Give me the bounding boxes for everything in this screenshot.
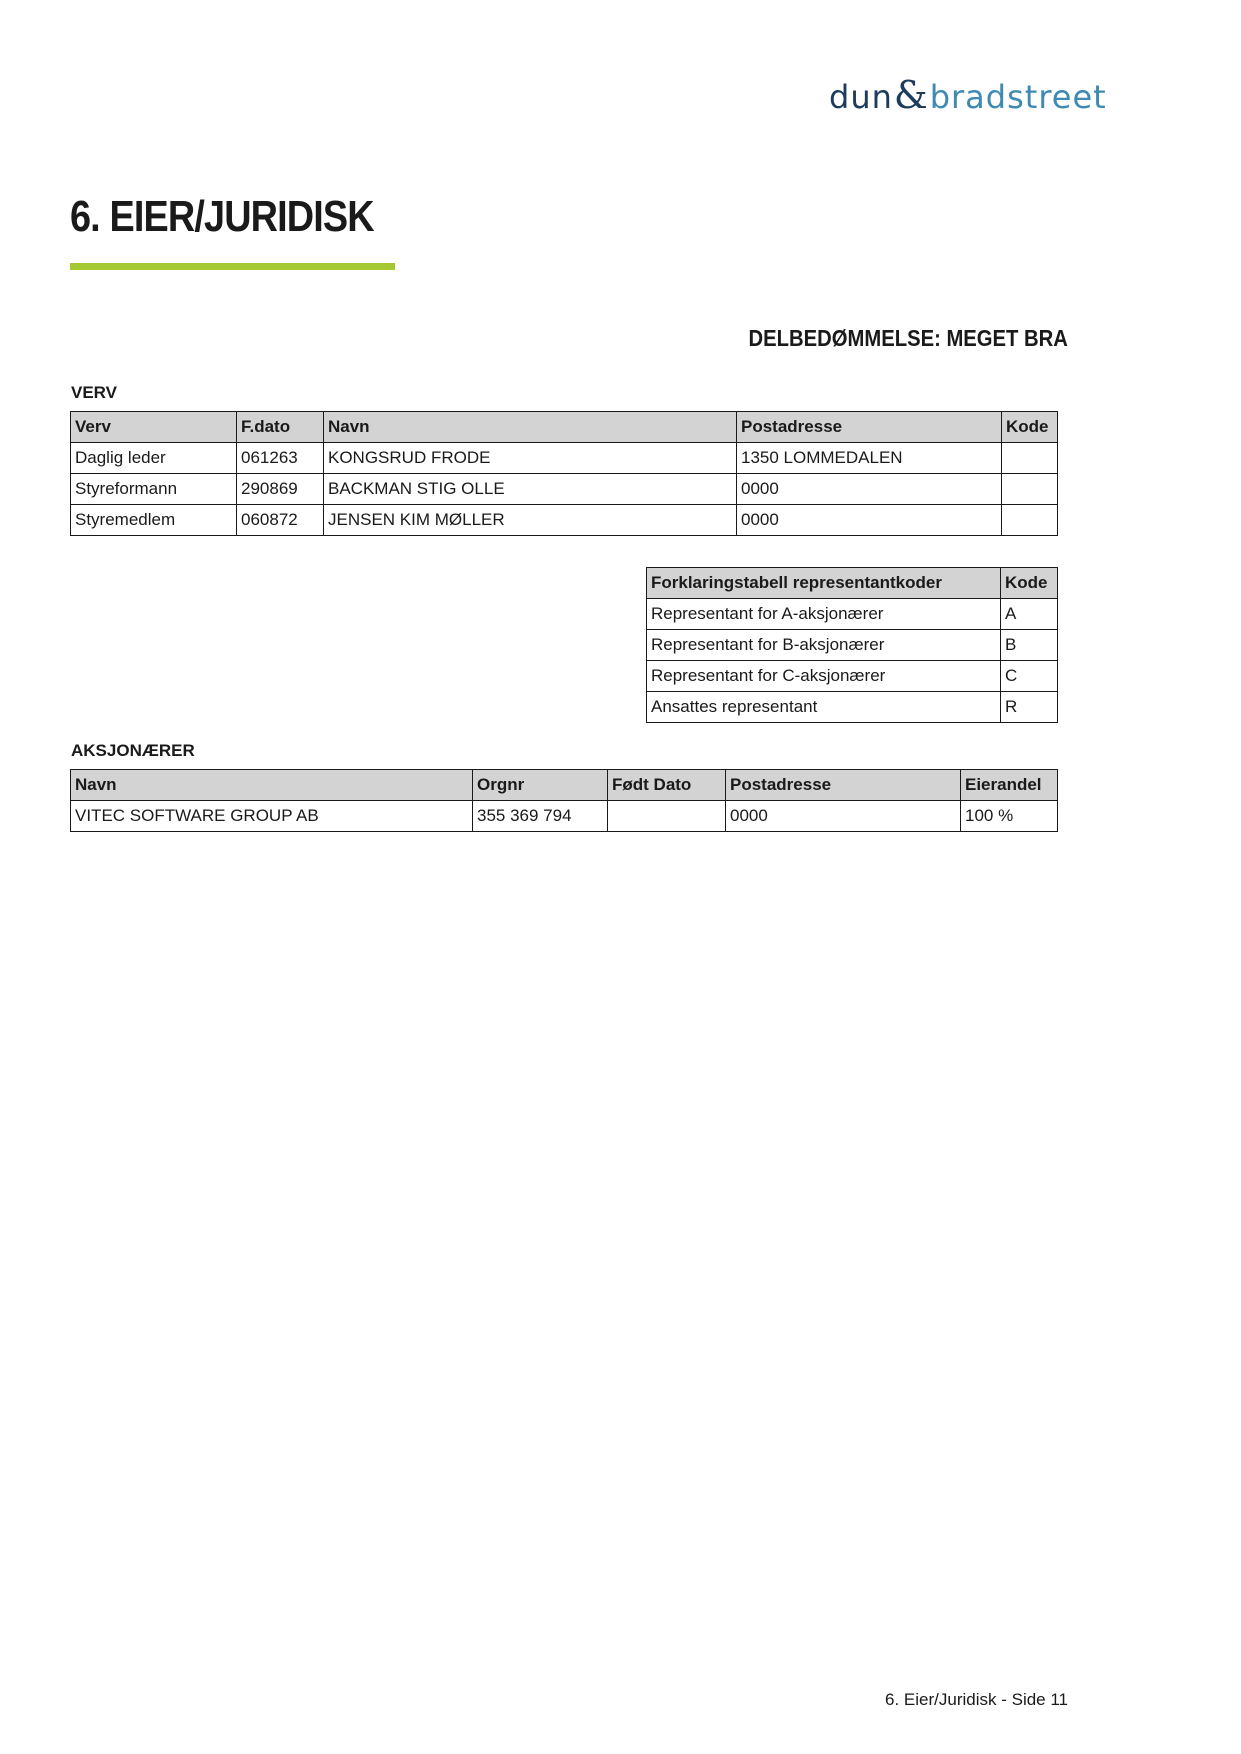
table-row bbox=[647, 630, 1058, 661]
shareholders-col-orgnr: Orgnr bbox=[473, 770, 608, 801]
cell-description: Representant for C-aksjonærer bbox=[647, 661, 1001, 692]
table-row bbox=[71, 505, 1058, 536]
cell-postadresse: 0000 bbox=[737, 474, 1002, 505]
codes-header-row bbox=[647, 568, 1058, 599]
cell-verv: Styremedlem bbox=[71, 505, 237, 536]
shareholders-col-postadresse: Postadresse bbox=[726, 770, 961, 801]
codes-col-kode: Kode bbox=[1001, 568, 1058, 599]
table-row bbox=[71, 474, 1058, 505]
shareholders-col-eierandel: Eierandel bbox=[961, 770, 1058, 801]
cell-kode: A bbox=[1001, 599, 1058, 630]
cell-description: Representant for A-aksjonærer bbox=[647, 599, 1001, 630]
cell-description: Representant for B-aksjonærer bbox=[647, 630, 1001, 661]
verv-heading: VERV bbox=[71, 383, 117, 402]
shareholders-header-row bbox=[71, 770, 1058, 801]
cell-fdato: 290869 bbox=[237, 474, 324, 505]
shareholders-heading: AKSJONÆRER bbox=[71, 741, 195, 760]
cell-orgnr: 355 369 794 bbox=[473, 801, 608, 832]
verv-col-fdato: F.dato bbox=[237, 412, 324, 443]
section-title: 6. EIER/JURIDISK bbox=[70, 192, 374, 241]
cell-kode bbox=[1002, 474, 1058, 505]
cell-navn: BACKMAN STIG OLLE bbox=[324, 474, 737, 505]
cell-fdato: 061263 bbox=[237, 443, 324, 474]
cell-postadresse: 1350 LOMMEDALEN bbox=[737, 443, 1002, 474]
rating-label: DELBEDØMMELSE: MEGET BRA bbox=[748, 325, 1068, 351]
cell-kode: R bbox=[1001, 692, 1058, 723]
table-row bbox=[647, 599, 1058, 630]
cell-kode bbox=[1002, 505, 1058, 536]
verv-col-postadresse: Postadresse bbox=[737, 412, 1002, 443]
cell-kode: B bbox=[1001, 630, 1058, 661]
verv-col-navn: Navn bbox=[324, 412, 737, 443]
logo-text-dun: dun bbox=[829, 78, 893, 116]
table-row bbox=[71, 801, 1058, 832]
page-footer: 6. Eier/Juridisk - Side 11 bbox=[885, 1690, 1068, 1709]
cell-fodt-dato bbox=[608, 801, 726, 832]
cell-eierandel: 100 % bbox=[961, 801, 1058, 832]
table-row bbox=[647, 661, 1058, 692]
cell-kode bbox=[1002, 443, 1058, 474]
representative-codes-table bbox=[646, 567, 1058, 723]
verv-col-kode: Kode bbox=[1002, 412, 1058, 443]
cell-navn: JENSEN KIM MØLLER bbox=[324, 505, 737, 536]
cell-fdato: 060872 bbox=[237, 505, 324, 536]
shareholders-col-fodt-dato: Født Dato bbox=[608, 770, 726, 801]
table-row bbox=[647, 692, 1058, 723]
cell-navn: KONGSRUD FRODE bbox=[324, 443, 737, 474]
shareholders-col-navn: Navn bbox=[71, 770, 473, 801]
table-row bbox=[71, 443, 1058, 474]
verv-col-verv: Verv bbox=[71, 412, 237, 443]
cell-description: Ansattes representant bbox=[647, 692, 1001, 723]
verv-header-row bbox=[71, 412, 1058, 443]
logo-text-bradstreet: bradstreet bbox=[929, 78, 1107, 116]
verv-table bbox=[70, 411, 1058, 536]
codes-col-description: Forklaringstabell representantkoder bbox=[647, 568, 1001, 599]
cell-kode: C bbox=[1001, 661, 1058, 692]
dun-bradstreet-logo bbox=[829, 73, 1107, 117]
logo-ampersand: & bbox=[893, 73, 929, 117]
cell-postadresse: 0000 bbox=[737, 505, 1002, 536]
title-underline bbox=[70, 263, 395, 270]
cell-verv: Daglig leder bbox=[71, 443, 237, 474]
cell-verv: Styreformann bbox=[71, 474, 237, 505]
cell-postadresse: 0000 bbox=[726, 801, 961, 832]
shareholders-table bbox=[70, 769, 1058, 832]
cell-navn: VITEC SOFTWARE GROUP AB bbox=[71, 801, 473, 832]
